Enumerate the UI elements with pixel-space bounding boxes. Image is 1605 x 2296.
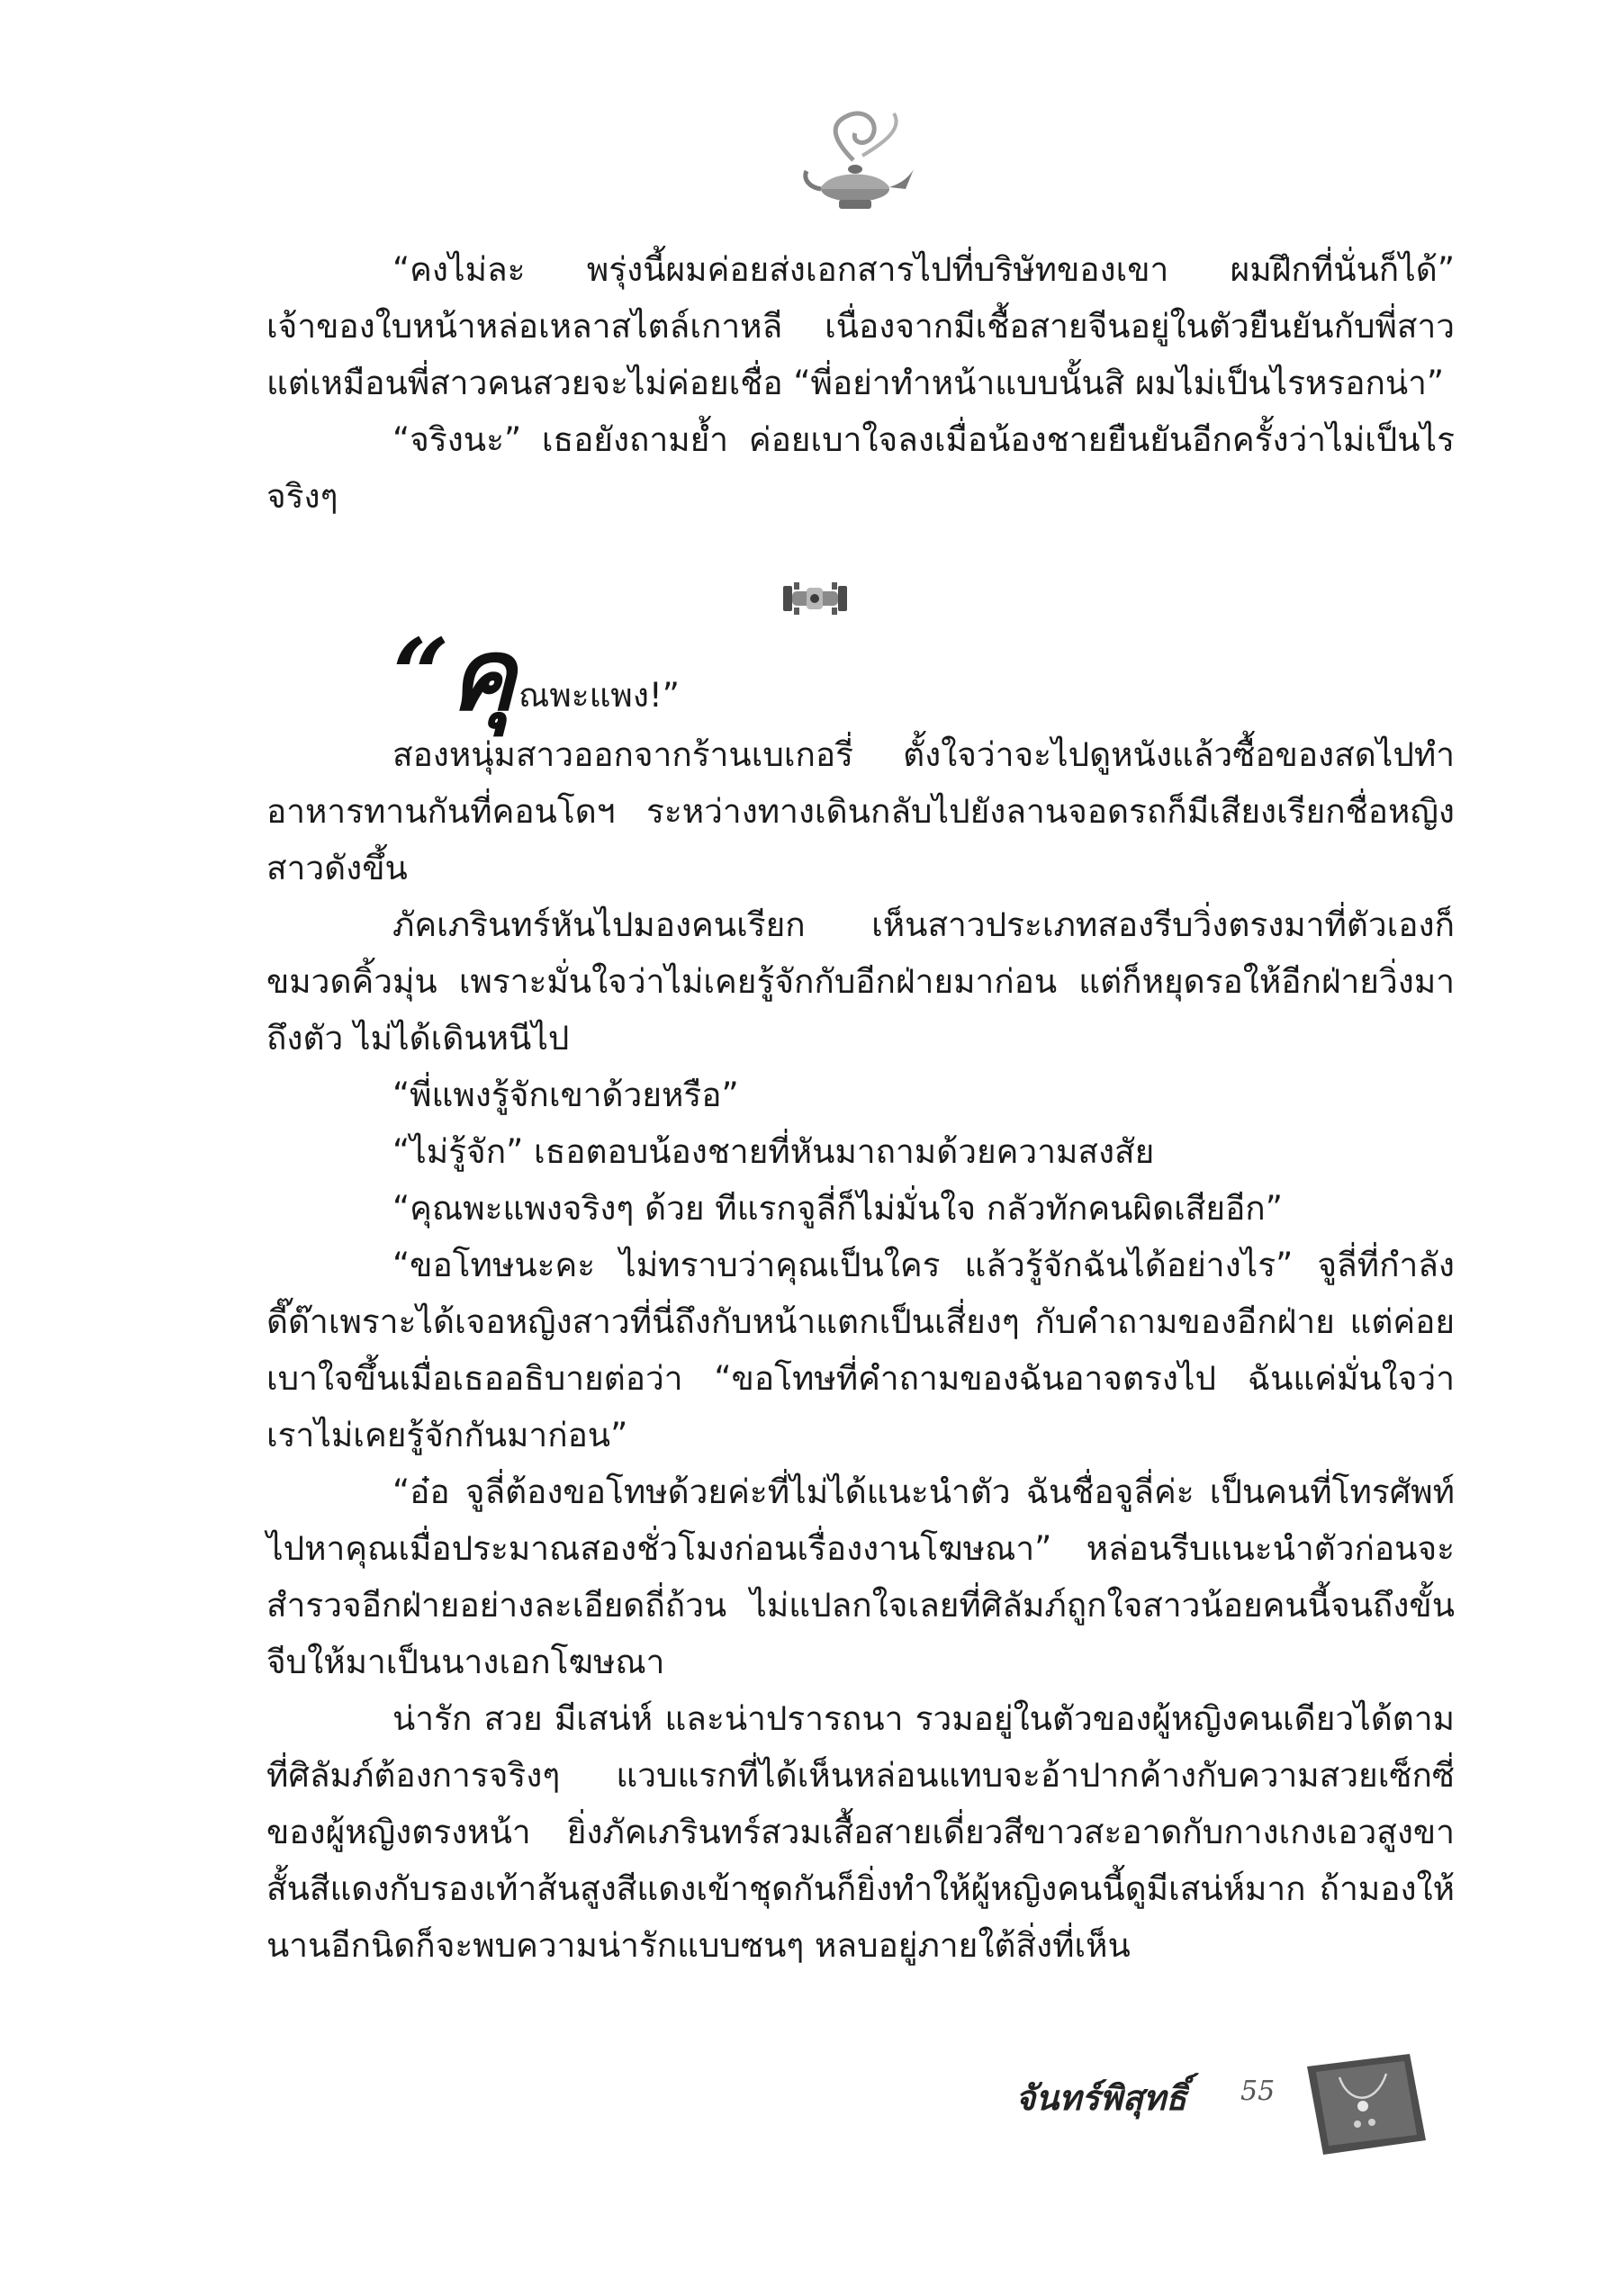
paragraph: “จริงนะ” เธอยังถามย้ำ ค่อยเบาใจลงเมื่อน้องชายยืนยันอีกครั้งว่าไม่เป็นไรจริงๆ (266, 420, 1455, 516)
paragraph: ภัคเภรินทร์หันไปมองคนเรียก เห็นสาวประเภทสองรีบวิ่งตรงมาที่ตัวเองก็ขมวดคิ้วมุ่น เพราะมั่นใจว่าไม่เคยรู้จักกับอีกฝ่ายมาก่อน แต่ก็หยุดรอให้อีกฝ่ายวิ่งมาถึงตัว ไม่ได้เดินหนีไป (266, 905, 1455, 1058)
jewelry-box-icon (1303, 2050, 1429, 2156)
dropcap-rest: ณพะแพง!” (518, 676, 680, 715)
paragraph: “พี่แพงรู้จักเขาด้วยหรือ” (392, 1076, 739, 1114)
paragraph: “คงไม่ละ พรุ่งนี้ผมค่อยส่งเอกสารไปที่บริษัทของเขา ผมฝึกที่นั่นก็ได้” เจ้าของใบหน้าหล่อเหลาสไตล์เกาหลี เนื่องจากมีเชื้อสายจีนอยู่ในตัวยืนยันกับพี่สาว แต่เหมือนพี่สาวคนสวยจะไม่ค่อยเชื่อ “พี่อย่าทำหน้าแบบนั้นสิ ผมไม่เป็นไรหรอกน่า” (266, 250, 1455, 402)
paragraph: “อ๋อ จูลี่ต้องขอโทษด้วยค่ะที่ไม่ได้แนะนำตัว ฉันชื่อจูลี่ค่ะ เป็นคนที่โทรศัพท์ไปหาคุณเมื่อประมาณสองชั่วโมงก่อนเรื่องงานโฆษณา” หล่อนรีบแนะนำตัวก่อนจะสำรวจอีกฝ่ายอย่างละเอียดถี่ถ้วน ไม่แปลกใจเลยที่ศิลัมภ์ถูกใจสาวน้อยคนนี้จนถึงขั้นจีบให้มาเป็นนางเอกโฆษณา (266, 1472, 1455, 1681)
paragraph: น่ารัก สวย มีเสน่ห์ และน่าปรารถนา รวมอยู่ในตัวของผู้หญิงคนเดียวได้ตามที่ศิลัมภ์ต้องการจริงๆ แวบแรกที่ได้เห็นหล่อนแทบจะอ้าปากค้างกับความสวยเซ็กซี่ของผู้หญิงตรงหน้า ยิ่งภัคเภรินทร์สวมเสื้อสายเดี่ยวสีขาวสะอาดกับกางเกงเอวสูงขาสั้นสีแดงกับรองเท้าส้นสูงสีแดงเข้าชุดกันก็ยิ่งทำให้ผู้หญิงคนนี้ดูมีเสน่ห์มาก ถ้ามองให้นานอีกนิดก็จะพบความน่ารักแบบซนๆ หลบอยู่ภายใต้สิ่งที่เห็น (266, 1699, 1455, 1965)
paragraph: สองหนุ่มสาวออกจากร้านเบเกอรี่ ตั้งใจว่าจะไปดูหนังแล้วซื้อของสดไปทำอาหารทานกันที่คอนโดฯ ระหว่างทางเดินกลับไปยังลานจอดรถก็มีเสียงเรียกชื่อหญิงสาวดังขึ้น (266, 735, 1455, 887)
race-car-icon (781, 581, 849, 617)
paragraph: “ขอโทษนะคะ ไม่ทราบว่าคุณเป็นใคร แล้วรู้จักฉันได้อย่างไร” จูลี่ที่กำลังดี๊ด๊าเพราะได้เจอหญิงสาวที่นี่ถึงกับหน้าแตกเป็นเสี่ยงๆ กับคำถามของอีกฝ่าย แต่ค่อยเบาใจขึ้นเมื่อเธออธิบายต่อว่า “ขอโทษที่คำถามของฉันอาจตรงไป ฉันแค่มั่นใจว่าเราไม่เคยรู้จักกันมาก่อน” (266, 1246, 1455, 1454)
paragraph: “ไม่รู้จัก” เธอตอบน้องชายที่หันมาถามด้วยความสงสัย (392, 1132, 1155, 1171)
paragraph: “คุณพะแพงจริงๆ ด้วย ทีแรกจูลี่ก็ไม่มั่นใจ กลัวทักคนผิดเสียอีก” (392, 1189, 1283, 1228)
book-title: จันทร์พิสุทธิ์ (1015, 2077, 1187, 2118)
page-number: 55 (1240, 2075, 1276, 2107)
dropcap-line (392, 617, 1455, 733)
genie-lamp-icon (799, 106, 916, 219)
dropcap: “คุ (392, 617, 516, 733)
